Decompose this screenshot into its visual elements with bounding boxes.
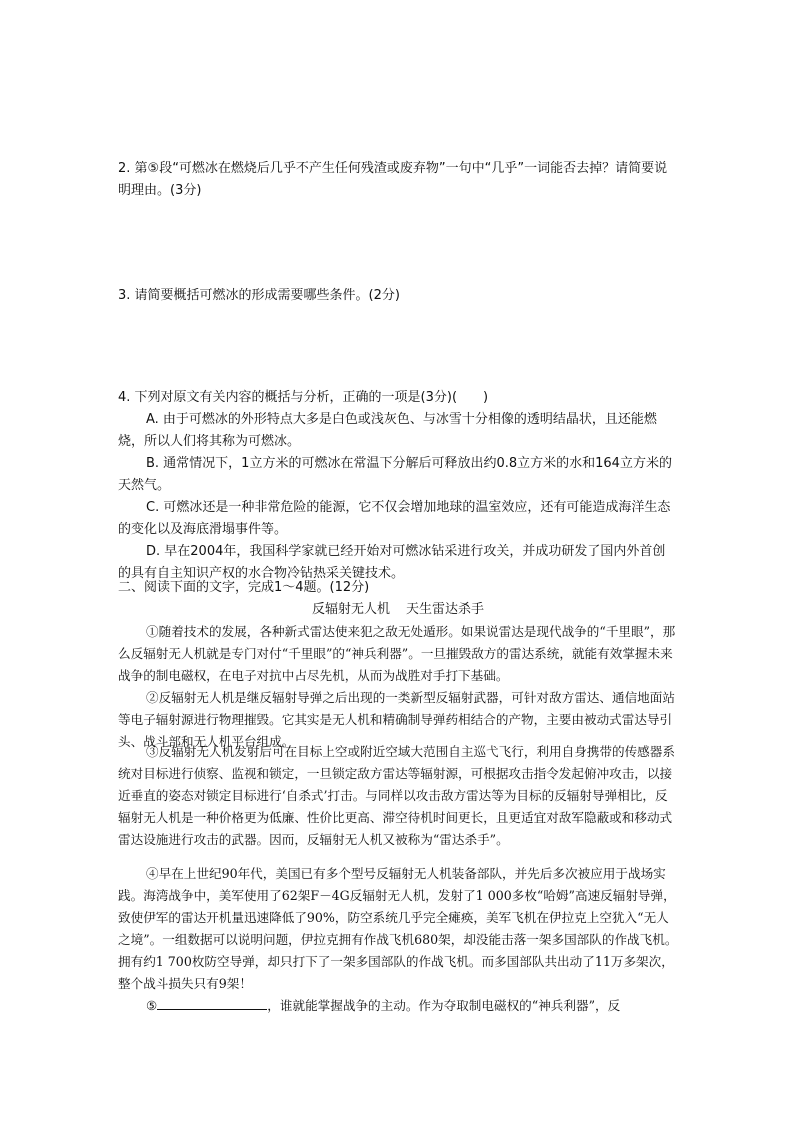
question-4: 4. 下列对原文有关内容的概括与分析，正确的一项是(3分)( ) xyxy=(118,390,489,405)
article-paragraph-5 xyxy=(118,995,678,1017)
question-4-option-c: C. 可燃冰还是一种非常危险的能源，它不仅会增加地球的温室效应，还有可能造成海洋生态的变化以及海底滑塌事件等。 xyxy=(118,500,671,537)
question-4-option-a: A. 由于可燃冰的外形特点大多是白色或浅灰色、与冰雪十分相像的透明结晶状，且还能燃烧，所以人们将其称为可燃冰。 xyxy=(118,412,657,449)
article-paragraph-4: ④早在上世纪90年代，美国已有多个型号反辐射无人机装备部队，并先后多次被应用于战场实践。海湾战争中，美军使用了62架F－4G反辐射无人机，发射了1 000多枚“哈姆”高速反辐射导弹，致使伊军的雷达开机量迅速降低了90%，防空系统几乎完全瘫痪，美军飞机在伊拉克上空犹入“无人之境”。一组数据可以说明问题，伊拉克拥有作战飞机680架，却没能击落一架多国部队的作战飞机。拥有约1 700枚防空导弹，却只打下了一架多国部队的作战飞机。而多国部队共出动了11万多架次，整个战斗损失只有9架！ xyxy=(118,866,678,991)
paragraph-5-marker: ⑤ xyxy=(146,998,158,1013)
article-title-part-2: 天生雷达杀手 xyxy=(406,602,485,617)
question-2: 2. 第⑤段“可燃冰在燃烧后几乎不产生任何残渣或废弃物”一句中“几乎”一词能否去掉？请简要说明理由。(3分) xyxy=(118,161,668,198)
question-3: 3. 请简要概括可燃冰的形成需要哪些条件。(2分) xyxy=(118,288,400,303)
question-4-option-b: B. 通常情况下，1立方米的可燃冰在常温下分解后可释放出约0.8立方米的水和164立方米的天然气。 xyxy=(118,456,672,493)
article-paragraph-2: ②反辐射无人机是继反辐射导弹之后出现的一类新型反辐射武器，可针对敌方雷达、通信地面站等电子辐射源进行物理摧毁。它其实是无人机和精确制导弹药相结合的产物，主要由被动式雷达导引头、战斗部和无人机平台组成。 xyxy=(118,690,675,749)
article-paragraph-1: ①随着技术的发展，各种新式雷达使来犯之敌无处遁形。如果说雷达是现代战争的“千里眼”，那么反辐射无人机就是专门对付“千里眼”的“神兵利器”。一旦摧毁敌方的雷达系统，就能有效掌握未来战争的制电磁权，在电子对抗中占尽先机，从而为战胜对手打下基础。 xyxy=(118,624,676,683)
article-title-part-1: 反辐射无人机 xyxy=(311,602,390,617)
section-2-heading: 二、阅读下面的文字，完成1～4题。(12分) xyxy=(118,580,370,595)
article-title xyxy=(118,599,678,621)
paragraph-5-text: ，谁就能掌握战争的主动。作为夺取制电磁权的“神兵利器”，反 xyxy=(267,998,621,1013)
article-paragraph-3: ③反辐射无人机发射后可在目标上空或附近空域大范围自主巡弋飞行，利用自身携带的传感器系统对目标进行侦察、监视和锁定，一旦锁定敌方雷达等辐射源，可根据攻击指令发起俯冲攻击，以接近垂直的姿态对锁定目标进行‘自杀式’打击。与同样以攻击敌方雷达等为目标的反辐射导弹相比，反辐射无人机是一种价格更为低廉、性价比更高、滞空待机时间更长，且更适宜对敌军隐蔽或和移动式雷达设施进行攻击的武器。因而，反辐射无人机又被称为“雷达杀手”。 xyxy=(118,744,675,847)
question-4-option-d: D. 早在2004年，我国科学家就已经开始对可燃冰钻采进行攻关，并成功研发了国内外首创的具有自主知识产权的水合物冷钻热采关键技术。 xyxy=(118,544,666,581)
fill-in-blank[interactable] xyxy=(157,995,267,1010)
